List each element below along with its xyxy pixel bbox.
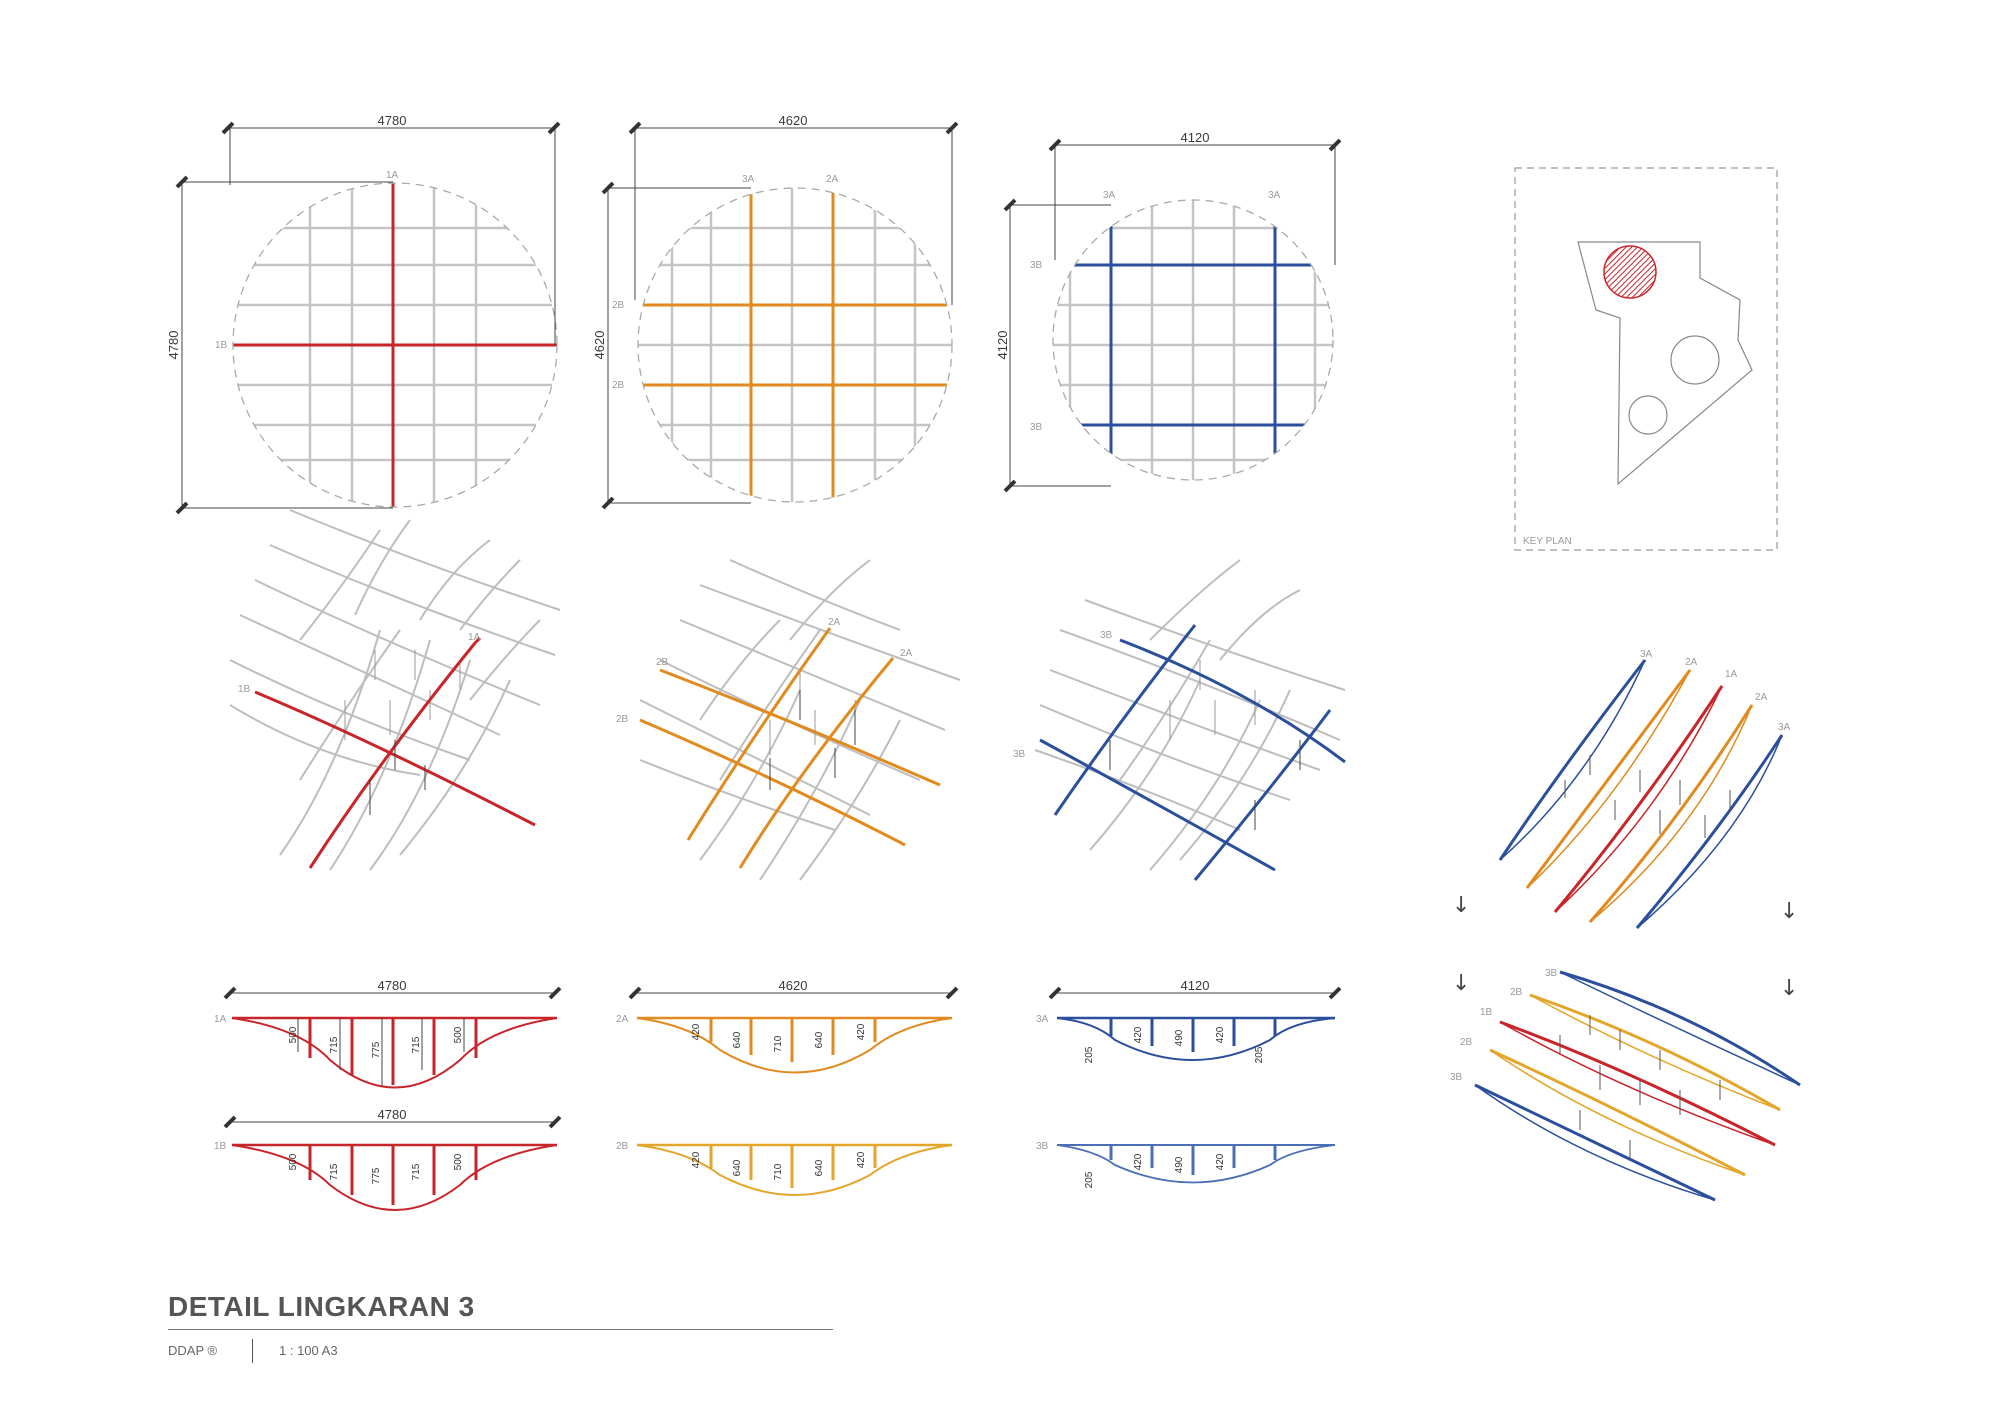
iso-1-label-1b: 1B — [238, 684, 251, 695]
plan-2-width-dim: 4620 — [778, 113, 808, 128]
section-3b-height-1: 205 — [1084, 1171, 1095, 1189]
plan-1-height-dim: 4780 — [166, 330, 181, 360]
exploded-a-label-3a-right: 3A — [1778, 722, 1791, 733]
title-subline — [168, 1339, 833, 1361]
section-1b-label: 1B — [214, 1141, 227, 1152]
exploded-b-label-2b-top: 2B — [1510, 987, 1523, 998]
section-1b-span-dim: 4780 — [377, 1107, 407, 1122]
exploded-a-label-2a-left: 2A — [1685, 657, 1698, 668]
section-3b-height-2: 420 — [1133, 1153, 1144, 1171]
plan-ring-1 — [166, 113, 560, 513]
plan-3-label-3a-left: 3A — [1103, 190, 1116, 201]
plan-1-width-dim: 4780 — [377, 113, 407, 128]
key-plan-label: KEY PLAN — [1523, 536, 1572, 547]
exploded-b-label-2b-bottom: 2B — [1460, 1037, 1473, 1048]
section-2a-height-4: 640 — [814, 1031, 825, 1049]
section-3a-label: 3A — [1036, 1014, 1049, 1025]
exploded-arrows — [1452, 893, 1798, 1001]
exploded-a-label-3a-left: 3A — [1640, 649, 1653, 660]
section-1a-height-3: 775 — [371, 1041, 382, 1059]
section-3a-height-5: 205 — [1254, 1046, 1265, 1064]
section-2a-label: 2A — [616, 1014, 629, 1025]
section-1b-height-4: 715 — [411, 1163, 422, 1181]
arrow-down-icon: ↓ — [1780, 899, 1799, 924]
iso-2-label-2b-bottom: 2B — [616, 714, 629, 725]
exploded-b-label-3b-top: 3B — [1545, 968, 1558, 979]
iso-2-label-2b-top: 2B — [656, 657, 669, 668]
section-2b-height-1: 420 — [691, 1151, 702, 1169]
iso-2-label-2a-left: 2A — [828, 617, 841, 628]
section-3a-height-2: 420 — [1133, 1026, 1144, 1044]
key-plan-ring-1 — [1671, 336, 1719, 384]
section-3b-label: 3B — [1036, 1141, 1049, 1152]
section-1a-span-dim: 4780 — [377, 978, 407, 993]
section-1a-height-1: 500 — [288, 1026, 299, 1044]
plan-1-label-1a: 1A — [386, 170, 399, 181]
title-block — [168, 1290, 833, 1361]
iso-3-label-3b-top: 3B — [1100, 630, 1113, 641]
section-2a-height-3: 710 — [773, 1035, 784, 1053]
exploded-beams-a — [1500, 649, 1791, 928]
section-2a-height-5: 420 — [856, 1023, 867, 1041]
exploded-a-label-1a: 1A — [1725, 669, 1738, 680]
section-2a-height-2: 640 — [732, 1031, 743, 1049]
plan-3-width-dim: 4120 — [1180, 130, 1210, 145]
plan-2-grid — [630, 180, 960, 510]
section-3b — [1036, 1141, 1335, 1188]
section-3b-height-3: 490 — [1174, 1156, 1185, 1174]
iso-ring-3 — [1013, 560, 1345, 880]
plan-3-height-dim: 4120 — [995, 330, 1010, 360]
section-2b-height-5: 420 — [856, 1151, 867, 1169]
iso-ring-1 — [230, 510, 560, 870]
section-1a-height-4: 715 — [411, 1036, 422, 1054]
section-2b — [616, 1141, 952, 1195]
section-3a-height-1: 205 — [1084, 1046, 1095, 1064]
firm-name: DDAP ® — [168, 1343, 218, 1358]
iso-3-beam-3b-top — [1120, 640, 1345, 762]
arrow-down-icon: ↓ — [1780, 976, 1799, 1001]
section-1b-height-5: 500 — [453, 1153, 464, 1171]
key-plan-ring-3-highlight — [1604, 246, 1656, 298]
iso-3-label-3b-bottom: 3B — [1013, 749, 1026, 760]
plan-2-label-2b-top: 2B — [612, 300, 625, 311]
section-1a-height-5: 500 — [453, 1026, 464, 1044]
section-3a-span-dim: 4120 — [1180, 978, 1210, 993]
section-1a-height-2: 715 — [329, 1036, 340, 1054]
plan-2-label-3a: 3A — [742, 174, 755, 185]
section-2b-height-4: 640 — [814, 1159, 825, 1177]
key-plan-ring-2 — [1629, 396, 1667, 434]
section-2b-height-2: 640 — [732, 1159, 743, 1177]
section-3a-height-3: 490 — [1174, 1029, 1185, 1047]
plan-2-label-2a: 2A — [826, 174, 839, 185]
section-1b — [214, 1107, 560, 1210]
plan-2-height-dim: 4620 — [592, 330, 607, 360]
key-plan — [1515, 168, 1777, 550]
exploded-a-label-2a-right: 2A — [1755, 692, 1768, 703]
iso-2-label-2a-right: 2A — [900, 648, 913, 659]
section-2b-height-3: 710 — [773, 1163, 784, 1181]
drawing-scale: 1 : 100 A3 — [279, 1343, 338, 1358]
section-1b-height-3: 775 — [371, 1167, 382, 1185]
plan-3-grid — [1030, 180, 1360, 510]
key-plan-frame — [1515, 168, 1777, 550]
section-2a-span-dim: 4620 — [778, 978, 808, 993]
section-2a-height-1: 420 — [691, 1023, 702, 1041]
plan-ring-2 — [592, 113, 960, 510]
iso-ring-2 — [616, 560, 960, 880]
title-divider — [168, 1329, 833, 1330]
section-3a — [1036, 978, 1340, 1063]
plan-1-grid — [230, 180, 560, 510]
section-3b-height-4: 420 — [1215, 1153, 1226, 1171]
exploded-beams-b — [1450, 968, 1800, 1200]
plan-ring-3 — [995, 130, 1360, 510]
arrow-down-icon: ↓ — [1452, 971, 1471, 996]
exploded-b-label-1b: 1B — [1480, 1007, 1493, 1018]
iso-1-label-1a: 1A — [468, 632, 481, 643]
arrow-down-icon: ↓ — [1452, 893, 1471, 918]
plan-3-label-3b-top: 3B — [1030, 260, 1043, 271]
plan-1-label-1b: 1B — [215, 340, 228, 351]
plan-2-label-2b-bottom: 2B — [612, 380, 625, 391]
section-3a-height-4: 420 — [1215, 1026, 1226, 1044]
drawing-title: DETAIL LINGKARAN 3 — [168, 1291, 475, 1322]
iso-3-beam-3a-right — [1195, 710, 1330, 880]
exploded-b-label-3b-bottom: 3B — [1450, 1072, 1463, 1083]
section-2b-label: 2B — [616, 1141, 629, 1152]
section-2a — [616, 978, 957, 1073]
plan-3-label-3a-right: 3A — [1268, 190, 1281, 201]
plan-3-label-3b-bottom: 3B — [1030, 422, 1043, 433]
section-1b-height-1: 500 — [288, 1153, 299, 1171]
vertical-divider — [252, 1339, 253, 1363]
section-1b-height-2: 715 — [329, 1163, 340, 1181]
section-1a-label: 1A — [214, 1014, 227, 1025]
section-1a — [214, 978, 560, 1088]
